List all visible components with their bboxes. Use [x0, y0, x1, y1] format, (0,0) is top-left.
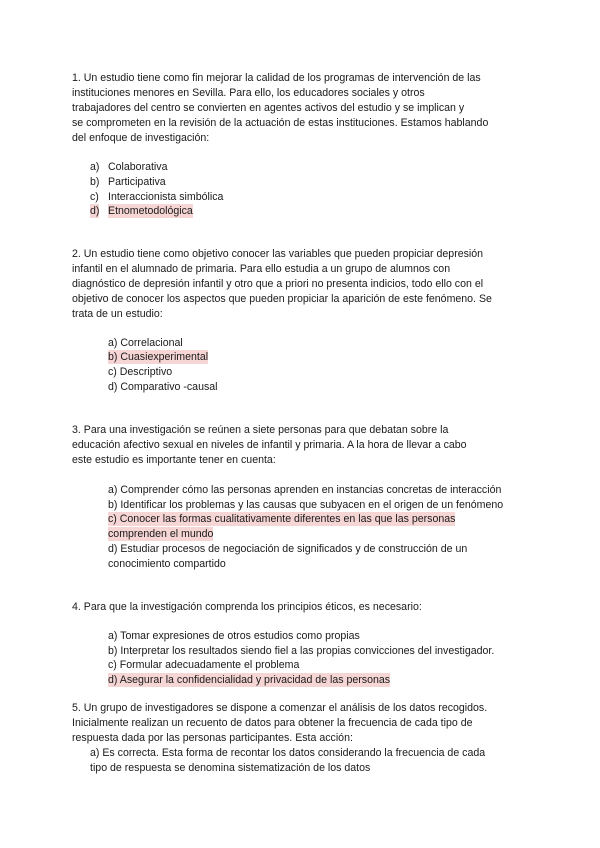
question-4-option-b: b) Interpretar los resultados siendo fiel a las propias convicciones del investigador. — [108, 645, 495, 657]
question-1-line-3: trabajadores del centro se convierten en agentes activos del estudio y se implican y — [72, 102, 465, 114]
question-3-option-c-continued: comprenden el mundo — [108, 528, 214, 540]
question-3-option-c-highlighted: c) Conocer las formas cualitativamente diferentes en las que las personas — [108, 513, 456, 525]
question-5-option-a: a) Es correcta. Esta forma de recontar los datos considerando la frecuencia de cada — [90, 747, 486, 759]
question-5-line-1: 5. Un grupo de investigadores se dispone a comenzar el análisis de los datos recogidos. — [72, 702, 488, 714]
question-4-option-a: a) Tomar expresiones de otros estudios como propias — [108, 630, 360, 642]
question-5-line-3: respuesta dada por las personas participantes. Esta acción: — [72, 732, 353, 744]
question-1-option-a-letter: a) — [90, 161, 100, 173]
question-3-option-d-continued: conocimiento compartido — [108, 558, 226, 570]
question-3-option-d: d) Estudiar procesos de negociación de significados y de construcción de un — [108, 543, 468, 555]
question-1-option-b: Participativa — [108, 176, 166, 188]
question-3-option-b: b) Identificar los problemas y las causas que subyacen en el origen de un fenómeno — [108, 499, 504, 511]
question-2-option-d: d) Comparativo -causal — [108, 381, 218, 393]
question-2-option-a: a) Correlacional — [108, 337, 183, 349]
question-5-option-a-continued: tipo de respuesta se denomina sistematización de los datos — [90, 762, 371, 774]
question-4-option-c: c) Formular adecuadamente el problema — [108, 659, 300, 671]
question-2-line-2: infantil en el alumnado de primaria. Para ello estudia a un grupo de alumnos con — [72, 263, 451, 275]
question-2-line-1: 2. Un estudio tiene como objetivo conocer las variables que pueden propiciar depresión — [72, 248, 484, 260]
question-2-option-b-highlighted: b) Cuasiexperimental — [108, 351, 209, 363]
question-4-line-1: 4. Para que la investigación comprenda los principios éticos, es necesario: — [72, 601, 422, 613]
question-2-option-c: c) Descriptivo — [108, 366, 173, 378]
question-2-line-3: diagnóstico de depresión infantil y otro que a priori no presenta indicios, todo ello con el — [72, 278, 484, 290]
question-1-option-a: Colaborativa — [108, 161, 168, 173]
question-1-option-d-letter: d) — [90, 205, 100, 217]
question-1-option-c-letter: c) — [90, 191, 99, 203]
question-3-line-3: este estudio es importante tener en cuenta: — [72, 454, 276, 466]
question-4-option-d-highlighted: d) Asegurar la confidencialidad y privacidad de las personas — [108, 674, 391, 686]
question-1-line-5: del enfoque de investigación: — [72, 132, 210, 144]
question-1-line-4: se comprometen en la revisión de la actuación de estas instituciones. Estamos hablando — [72, 117, 489, 129]
question-3-option-a: a) Comprender cómo las personas aprenden en instancias concretas de interacción — [108, 484, 502, 496]
question-5-line-2: Inicialmente realizan un recuento de datos para obtener la frecuencia de cada tipo de — [72, 717, 473, 729]
question-2-line-4: objetivo de conocer los aspectos que pueden propiciar la aparición de este fenómeno. Se — [72, 293, 492, 305]
question-3-line-1: 3. Para una investigación se reúnen a siete personas para que debatan sobre la — [72, 424, 449, 436]
question-1-line-2: instituciones menores en Sevilla. Para ello, los educadores sociales y otros — [72, 87, 425, 99]
question-2-line-5: trata de un estudio: — [72, 308, 163, 320]
question-1-option-c: Interaccionista simbólica — [108, 191, 224, 203]
question-1-line-1: 1. Un estudio tiene como fin mejorar la calidad de los programas de intervención de las — [72, 72, 481, 84]
question-1-option-b-letter: b) — [90, 176, 100, 188]
question-1-option-d-highlighted: Etnometodológica — [108, 205, 193, 217]
question-3-line-2: educación afectivo sexual en niveles de infantil y primaria. A la hora de llevar a cabo — [72, 439, 467, 451]
